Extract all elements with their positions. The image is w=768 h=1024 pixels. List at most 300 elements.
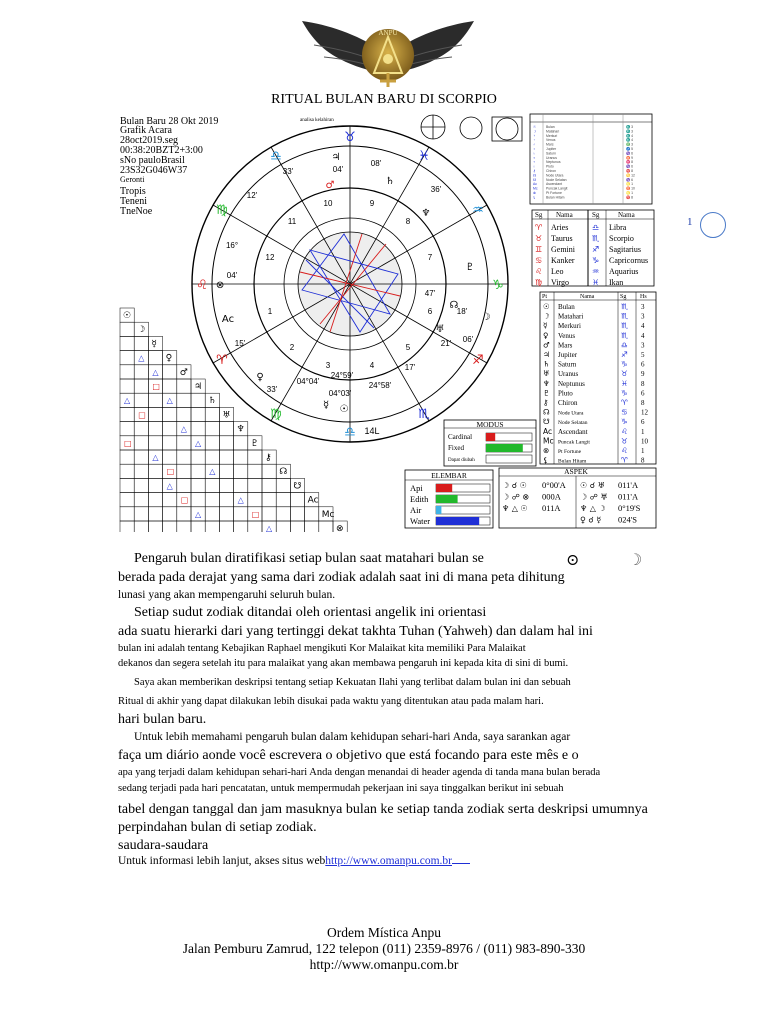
aspect-cell — [148, 407, 162, 421]
signs-table — [532, 210, 654, 287]
listing-name: Venus — [546, 138, 556, 143]
body-line: perpindahan bulan di setiap zodiak. — [118, 820, 317, 835]
planet-sign: ♏ — [621, 321, 628, 331]
planet-name: Merkuri — [558, 322, 581, 331]
listing-sign: ♏ 3 — [626, 129, 634, 134]
planet-glyph: ☊ — [449, 300, 459, 311]
listing-name: Pt Fortune — [546, 191, 562, 195]
degree-label: 33' — [282, 167, 294, 176]
aspect-cell — [134, 379, 148, 393]
aspect-cell — [248, 493, 262, 507]
listing-glyph: ☉ — [533, 125, 537, 129]
degree-label: 47' — [424, 289, 436, 298]
planet-sign: ♑ — [621, 417, 628, 427]
aspect-cell — [134, 450, 148, 464]
listing-glyph: ♃ — [533, 147, 536, 151]
planet-name: Puncak Langit — [558, 439, 590, 446]
house-number: 4 — [369, 361, 375, 370]
sign-glyph: ♐ — [592, 245, 600, 254]
aspek-planets: ☽ ☍ ♅ — [580, 492, 608, 502]
planet-name: Node Selatan — [558, 420, 588, 427]
aspect-cell — [148, 393, 162, 407]
website-link[interactable]: http://www.omanpu.com.br — [325, 855, 452, 867]
degree-label: 36' — [430, 185, 442, 194]
aspect-cell — [205, 450, 219, 464]
small-key-circles — [421, 115, 522, 141]
aspect-mark: △ — [166, 481, 173, 491]
chart-info-line: 23S32G046W37 — [120, 165, 188, 176]
aspect-cell — [120, 336, 134, 350]
aspect-cell — [134, 464, 148, 478]
modus-label: Fixed — [448, 444, 464, 452]
planet-glyph: ♇ — [465, 262, 475, 273]
aspect-cell — [177, 450, 191, 464]
planet-name: Bulan Hitam — [558, 458, 587, 465]
chart-info-line: 28oct2019.seg — [120, 135, 179, 146]
modus-bar — [486, 433, 495, 441]
aspect-cell — [120, 521, 134, 532]
listing-sign: ♏ 4 — [626, 133, 634, 138]
planet-house: 3 — [641, 303, 645, 311]
center-label: 24°59' — [330, 371, 354, 380]
listing-sign: ♌ 1 — [626, 191, 634, 195]
sign-glyph: ♎ — [592, 223, 600, 232]
listing-glyph: Mc — [533, 186, 538, 191]
aspect-cell — [177, 393, 191, 407]
aspect-cell — [120, 322, 134, 336]
planet-glyph: ♀ — [543, 330, 549, 340]
aspect-cell — [148, 521, 162, 532]
aspect-cell — [134, 507, 148, 521]
aspect-cell — [234, 478, 248, 492]
planet-house: 6 — [641, 360, 645, 369]
aspek-value: 024'S — [618, 514, 638, 525]
aspect-grid-glyph: ♀ — [165, 353, 173, 364]
aspect-cell — [148, 464, 162, 478]
aspect-mark: △ — [152, 367, 159, 377]
aspect-cell — [134, 422, 148, 436]
sign-name: Capricornus — [609, 256, 649, 265]
sign-glyph: ♒ — [592, 267, 600, 276]
listing-glyph: ⊗ — [533, 191, 536, 195]
aspect-cell — [319, 521, 333, 532]
aspect-mark: △ — [166, 396, 173, 406]
degree-label: 04' — [226, 271, 238, 280]
planet-sign: ♋ — [621, 407, 628, 417]
aspect-cell — [191, 450, 205, 464]
listing-sign: ♌ 1 — [626, 182, 634, 187]
aspect-grid-glyph: ⊗ — [336, 524, 344, 532]
aspect-grid-glyph: ☉ — [123, 311, 132, 321]
listing-name: Bulan — [546, 125, 555, 129]
elemen-label: Api — [410, 483, 423, 493]
aspect-mark: △ — [237, 495, 244, 505]
aspect-cell — [134, 436, 148, 450]
info-text: Untuk informasi lebih lanjut, akses situs web — [118, 855, 326, 867]
listing-name: Merkuri — [546, 133, 558, 138]
aspect-cell — [262, 478, 276, 492]
body-line: tabel dengan tanggal dan jam masuknya bulan ke setiap tanda zodiak serta deskripsi umumnya — [118, 802, 648, 817]
aspect-cell — [234, 436, 248, 450]
planet-name: Pt Fortune — [558, 449, 582, 455]
moon-symbol: ☽ — [628, 552, 643, 569]
listing-name: Saturn — [546, 151, 556, 156]
planet-house: 6 — [641, 389, 645, 398]
zodiac-glyph: ♎ — [270, 149, 282, 164]
planet-sign: ♉ — [621, 436, 628, 446]
body-line: Ritual di akhir yang dapat dilakukan lebih disukai pada waktu yang ditentukan atau pada malam hari. — [118, 696, 544, 707]
planet-house: 8 — [641, 379, 645, 388]
sign-glyph: ♈ — [535, 223, 543, 232]
degree-label: 16° — [225, 241, 239, 250]
listing-name: Ascendant — [546, 182, 563, 187]
aspect-cell — [120, 493, 134, 507]
planet-sign: ♈ — [621, 455, 628, 465]
house-number: 12 — [265, 253, 275, 262]
listing-sign: ♏ 3 — [626, 125, 634, 129]
aspek-planets: ☽ ☍ ⊗ — [502, 492, 530, 502]
aspect-cell — [219, 507, 233, 521]
signs-header: Sg — [592, 211, 600, 219]
aspect-mark: △ — [195, 509, 202, 519]
aspect-cell — [120, 365, 134, 379]
chart-info-line: Bulan Baru 28 Okt 2019 — [120, 116, 219, 127]
body-line: faça um diário aonde você escrevera o objetivo que está focando para este mês e o — [118, 748, 579, 763]
zodiac-glyph: ♐ — [472, 353, 484, 368]
sign-name: Aries — [551, 223, 569, 232]
aspect-cell — [219, 464, 233, 478]
aspect-cell — [276, 478, 290, 492]
modus-label: Cardinal — [448, 433, 473, 441]
aspek-planets: ♆ △ ☽ — [580, 504, 606, 513]
elemen-bar — [436, 517, 479, 525]
planet-glyph: ♆ — [421, 208, 431, 219]
aspect-cell — [177, 464, 191, 478]
aspect-cell — [163, 422, 177, 436]
elemen-label: Water — [410, 516, 431, 526]
aspect-cell — [219, 478, 233, 492]
sign-name: Taurus — [551, 234, 573, 243]
aspect-grid-glyph: Mc — [321, 509, 335, 520]
aspect-cell — [276, 521, 290, 532]
planet-name: Pluto — [558, 389, 573, 398]
body-line: lunasi yang akan mempengaruhi seluruh bulan. — [118, 589, 336, 601]
planet-glyph: ♄ — [543, 359, 550, 369]
listing-glyph: Ac — [533, 182, 537, 187]
aspek-box — [499, 467, 656, 528]
aspect-grid-glyph: ⚷ — [265, 453, 272, 463]
planet-house: 4 — [641, 322, 645, 331]
planet-sign: ♈ — [621, 398, 628, 407]
zodiac-glyph: ♒ — [472, 203, 484, 218]
listing-sign: ♏ 4 — [626, 138, 634, 143]
planet-sign: ♏ — [621, 311, 628, 321]
listing-name: Jupiter — [546, 147, 557, 151]
aspect-cell — [305, 521, 319, 532]
aspect-cell — [120, 507, 134, 521]
house-number: 6 — [427, 307, 433, 316]
listing-glyph: ♅ — [533, 155, 536, 160]
signs-header: Nama — [618, 211, 635, 219]
planet-glyph: ☿ — [543, 321, 548, 331]
zodiac-glyph: ♏ — [418, 407, 430, 422]
aspect-cell — [148, 436, 162, 450]
listing-name: Pluto — [546, 164, 554, 169]
natal-wheel — [192, 126, 508, 442]
planet-glyph: ⚷ — [543, 398, 549, 407]
listing-name: Mars — [546, 142, 554, 147]
body-line: bulan ini adalah tentang Kebajikan Raphael mengikuti Kor Malaikat kita memiliki Para Malaikat — [118, 643, 526, 654]
aspect-cell — [205, 407, 219, 421]
aspect-cell — [120, 351, 134, 365]
planet-glyph: Ac — [543, 426, 553, 436]
planet-glyph: ⊗ — [543, 446, 550, 455]
aspect-cell — [191, 478, 205, 492]
aspect-grid-glyph: ♅ — [222, 410, 231, 421]
planet-name: Uranus — [558, 370, 579, 379]
listing-glyph: ☽ — [533, 129, 537, 134]
planet-name: Matahari — [558, 312, 584, 321]
aspect-cell — [219, 436, 233, 450]
sign-glyph: ♓ — [592, 278, 600, 287]
aspect-cell — [290, 521, 304, 532]
aspect-cell — [191, 521, 205, 532]
house-number: 5 — [405, 343, 411, 352]
aspect-cell — [163, 507, 177, 521]
aspect-cell — [248, 521, 262, 532]
planet-glyph: ♇ — [543, 388, 550, 398]
chart-info-line: Tropis — [120, 186, 146, 197]
listing-glyph: ☋ — [533, 177, 537, 182]
aspect-mark: △ — [138, 353, 145, 363]
aspect-cell — [290, 493, 304, 507]
aspect-cell — [134, 478, 148, 492]
planet-glyph: ♅ — [543, 369, 550, 379]
planet-name: Mars — [558, 341, 573, 350]
aspect-cell — [148, 351, 162, 365]
planet-sign: ♎ — [621, 340, 628, 350]
elemen-bar — [436, 484, 452, 492]
aspect-grid-glyph: ☊ — [279, 467, 288, 478]
info-line — [118, 855, 470, 867]
logo-text: ANPU — [378, 29, 398, 37]
chart-info-line: 00:38:20BZT2+3:00 — [120, 145, 203, 156]
planet-glyph: ☋ — [543, 417, 550, 427]
aspect-cell — [205, 521, 219, 532]
aspect-cell — [177, 521, 191, 532]
planet-house: 12 — [641, 408, 648, 417]
aspect-grid-glyph: ♇ — [250, 438, 259, 449]
listing-glyph: ☊ — [533, 173, 537, 178]
planet-glyph: ♂ — [543, 340, 550, 350]
planet-listing-box — [530, 114, 652, 204]
listing-sign: ♑ 6 — [626, 177, 634, 182]
aspect-cell — [120, 379, 134, 393]
planet-house: 10 — [641, 437, 648, 446]
aspect-cell — [234, 507, 248, 521]
aspect-cell — [191, 493, 205, 507]
planet-house: 3 — [641, 341, 645, 350]
elemen-label: Air — [410, 505, 422, 515]
listing-sign: ♐ 5 — [626, 147, 634, 151]
sign-glyph: ♑ — [592, 256, 600, 265]
aspek-planets: ☉ ☌ ♅ — [580, 481, 605, 490]
aspect-grid-glyph: ☽ — [137, 325, 146, 336]
listing-glyph: ⚷ — [533, 169, 536, 173]
page-marker-number: 1 — [687, 216, 693, 228]
center-label: 04°03' — [328, 389, 352, 398]
sign-name: Ikan — [609, 278, 624, 287]
planet-glyph: ♀ — [256, 372, 264, 383]
planet-house: 4 — [641, 331, 645, 340]
zodiac-glyph: ♈ — [216, 353, 228, 368]
chart-caption: analisa kelahiran — [300, 118, 334, 123]
chart-info-line: Geronti — [120, 175, 145, 184]
planet-name: Bulan — [558, 303, 575, 311]
aspect-cell — [120, 478, 134, 492]
part-fortune-glyph: ⊗ — [215, 280, 225, 291]
degree-label: 04' — [332, 165, 344, 174]
degree-label: 17' — [404, 363, 416, 372]
listing-glyph: ♀ — [533, 138, 536, 143]
aspek-value: 011A — [542, 503, 561, 513]
mc-glyph: ♃ — [331, 152, 341, 163]
planet-house: 1 — [641, 427, 645, 436]
aspect-cell — [205, 493, 219, 507]
planet-glyph: Ac — [221, 314, 235, 325]
zodiac-glyph: ♍ — [216, 203, 228, 218]
aspek-planets: ♆ △ ☉ — [502, 504, 528, 513]
aspect-mark: □ — [251, 509, 260, 519]
aspect-cell — [177, 436, 191, 450]
zodiac-glyph: ♍ — [270, 407, 282, 422]
house-number: 3 — [325, 361, 331, 370]
planet-sign: ♌ — [621, 426, 628, 436]
aspect-mark: △ — [152, 453, 159, 462]
zodiac-glyph: ♎ — [344, 425, 356, 440]
astrology-chart-composite — [118, 112, 658, 532]
aspek-value: 0°00'A — [542, 480, 566, 490]
body-line: Saya akan memberikan deskripsi tentang setiap Kekuatan Ilahi yang terlibat dalam bulan ini dan sebuah — [134, 677, 571, 688]
aspect-cell — [148, 422, 162, 436]
anpu-winged-logo — [300, 15, 476, 91]
zodiac-glyph: ♑ — [492, 278, 504, 293]
listing-sign: ♑ 6 — [626, 164, 634, 169]
center-label: 04°04' — [296, 377, 320, 386]
aspect-cell — [177, 507, 191, 521]
planet-sign: ♏ — [621, 330, 628, 340]
signs-header: Nama — [556, 211, 573, 219]
aspek-planets: ☽ ☌ ☉ — [502, 481, 527, 490]
planet-glyph: ☉ — [543, 302, 550, 311]
aspect-cell — [219, 422, 233, 436]
body-line: Untuk lebih memahami pengaruh bulan dalam kehidupan sehari-hari Anda, saya sarankan agar — [134, 731, 571, 743]
house-number: 7 — [427, 253, 433, 262]
sign-glyph: ♉ — [535, 234, 543, 243]
aspect-cell — [205, 422, 219, 436]
planets-header: Nama — [580, 294, 595, 300]
degree-label: 18' — [456, 307, 468, 316]
signs-header: Sg — [535, 211, 543, 219]
degree-label: 33' — [266, 385, 278, 394]
planet-name: Jupiter — [558, 351, 578, 359]
aspect-cell — [163, 379, 177, 393]
aspect-cell — [191, 464, 205, 478]
elemen-label: Edith — [410, 494, 429, 504]
footer-address: Jalan Pemburu Zamrud, 122 telepon (011) 2359-8976 / (011) 983-890-330 — [182, 941, 586, 956]
planet-glyph: ♄ — [385, 176, 395, 187]
sign-glyph: ♏ — [592, 234, 600, 243]
aspek-value: 0°19'S — [618, 503, 641, 513]
aspect-cell — [276, 493, 290, 507]
planet-name: Neptunus — [558, 379, 585, 388]
listing-glyph: ⚸ — [533, 195, 536, 200]
aspect-cell — [163, 365, 177, 379]
planets-header: Sg — [620, 294, 627, 300]
planet-sign: ♓ — [621, 378, 628, 388]
listing-sign: ♑ 6 — [626, 151, 634, 156]
footer-url: http://www.omanpu.com.br — [309, 957, 459, 972]
aspect-cell — [177, 379, 191, 393]
aspect-cell — [234, 521, 248, 532]
sign-name: Gemini — [551, 245, 575, 254]
aspect-cell — [163, 493, 177, 507]
aspect-cell — [205, 507, 219, 521]
planet-glyph: ⚸ — [543, 455, 549, 465]
center-label: 24°58' — [368, 381, 392, 390]
elemen-title: ELEMBAR — [431, 471, 467, 480]
planet-glyph: ♆ — [543, 378, 550, 388]
aspect-cell — [134, 393, 148, 407]
aspect-cell — [234, 464, 248, 478]
aspect-cell — [163, 450, 177, 464]
modus-title: MODUS — [476, 420, 504, 429]
aspect-mark: △ — [209, 467, 216, 477]
body-line: saudara-saudara — [118, 838, 209, 853]
planet-glyph: ☉ — [339, 404, 349, 415]
aspect-mark: □ — [166, 467, 175, 477]
planets-header: Pt — [542, 294, 548, 300]
planet-glyph: ♅ — [435, 324, 445, 335]
sign-name: Sagitarius — [609, 245, 641, 254]
document-title: RITUAL BULAN BARU DI SCORPIO — [271, 92, 497, 107]
aspect-cell — [134, 336, 148, 350]
listing-sign: ♉ 9 — [626, 155, 634, 160]
body-line: sedang terjadi pada hari pencatatan, untuk mempermudah pekerjaan ini saya tinggalkan berikut ini sebuah — [118, 783, 564, 794]
aspect-mark: △ — [124, 396, 131, 406]
aspect-grid-glyph: ♆ — [236, 424, 245, 435]
aspect-cell — [219, 493, 233, 507]
body-line: apa yang terjadi dalam kehidupan sehari-hari Anda dengan menandai di header agenda di tanda mana bulan berada — [118, 767, 601, 778]
aspect-cell — [120, 464, 134, 478]
listing-glyph: ♇ — [533, 164, 536, 169]
aspect-grid — [120, 308, 347, 532]
planet-name: Saturn — [558, 360, 577, 369]
aspect-grid-glyph: ♃ — [194, 382, 203, 392]
planet-name: Ascendant — [558, 427, 588, 436]
modus-bar — [486, 444, 523, 452]
footer-organization: Ordem Mística Anpu — [327, 925, 441, 940]
aspect-cell — [163, 436, 177, 450]
planet-sign: ♑ — [621, 359, 628, 369]
zodiac-glyph: ♌ — [196, 278, 208, 293]
listing-sign: ♎ 3 — [626, 142, 634, 147]
aspek-value: 000A — [542, 491, 561, 502]
body-line: ada suatu hierarki dari yang tertinggi dekat takhta Tuhan (Yahweh) dan dalam hal ini — [118, 624, 593, 639]
planet-house: 9 — [641, 370, 645, 379]
chart-info-block — [120, 116, 218, 217]
body-line: Pengaruh bulan diratifikasi setiap bulan saat matahari bulan se — [134, 551, 484, 566]
